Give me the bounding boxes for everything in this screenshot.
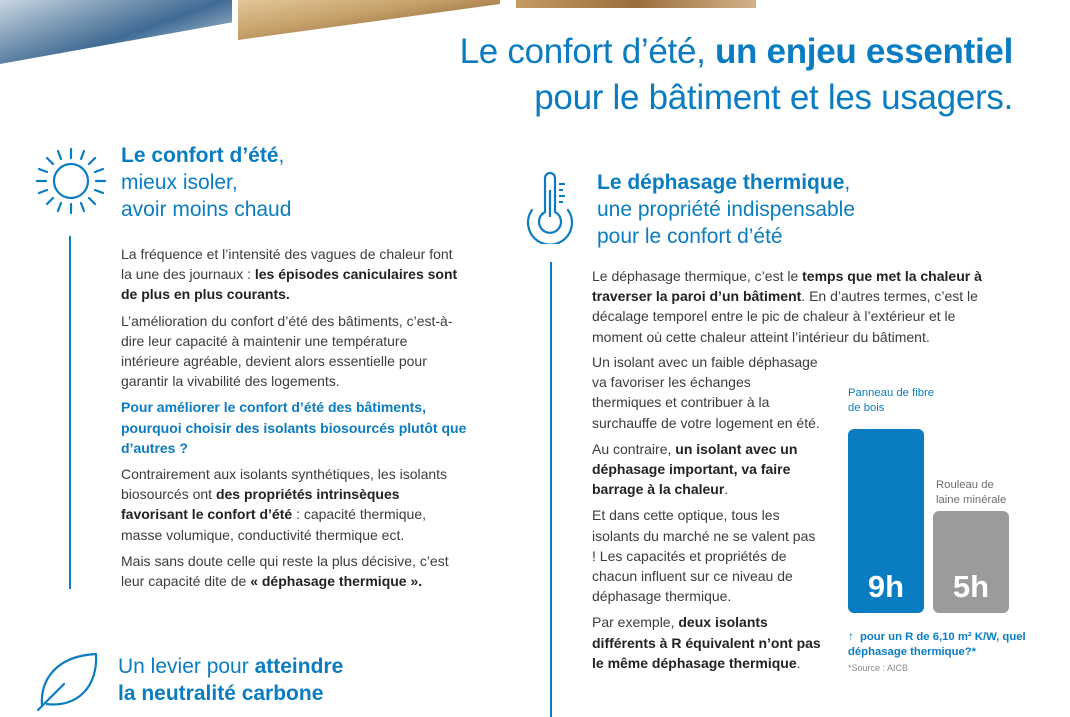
left-divider xyxy=(69,236,71,589)
right-p1-regular1: Le déphasage thermique, c’est le xyxy=(592,268,803,284)
right-p5-bold: deux isolants différents à R équivalent n’ont pas le même déphasage thermique xyxy=(592,614,821,671)
left-p1-bold: les épisodes caniculaires sont de plus en plus courants. xyxy=(121,266,458,303)
chart-value-label-1: 9h xyxy=(867,569,905,604)
chart-bar-laine-minerale xyxy=(933,511,1009,614)
right-p3-regular2: . xyxy=(724,481,729,498)
insulation-photo-strip xyxy=(516,0,756,8)
chart-bar-fibre-bois xyxy=(848,429,924,614)
right-p1-bold: temps que met la chaleur à traverser la paroi d’un bâtiment xyxy=(592,268,982,305)
left-body xyxy=(121,244,467,597)
chart-value-label-2: 5h xyxy=(952,569,990,604)
right-divider xyxy=(550,262,552,717)
right-p3-regular1: Au contraire, xyxy=(592,440,676,457)
chart-caption xyxy=(848,630,1048,660)
right-body xyxy=(592,352,822,679)
chart-source: *Source : AICB xyxy=(848,663,909,673)
bottom-heading xyxy=(118,653,343,707)
bottom-heading-bold1: atteindre xyxy=(254,655,344,678)
right-p5-regular: Par exemple, xyxy=(592,614,679,631)
right-heading-line2: une propriété indispensable xyxy=(597,198,856,221)
left-paragraph-3 xyxy=(121,464,467,545)
bottom-heading-regular: Un levier pour xyxy=(118,655,255,678)
left-heading-bold: Le confort d’été xyxy=(121,144,279,167)
left-p1-regular: La fréquence et l’intensité des vagues de chaleur font la une des journaux : xyxy=(121,246,453,283)
left-paragraph-4 xyxy=(121,551,467,591)
left-heading-line3: avoir moins chaud xyxy=(121,198,292,221)
right-paragraph-4: Et dans cette optique, tous les isolants du marché ne se valent pas ! Les capacités et propriétés de chacun influent sur ce niveau de déphasage thermique. xyxy=(592,507,816,605)
bottom-heading-bold2: la neutralité carbone xyxy=(118,682,324,705)
left-p3-regular1: Contrairement aux isolants synthétiques, les isolants biosourcés ont xyxy=(121,466,448,503)
chart-category-label-2: Rouleau de laine minérale xyxy=(936,479,1007,506)
left-heading-line2: mieux isoler, xyxy=(121,171,238,194)
arrow-up-icon: ↑ xyxy=(848,631,854,643)
left-paragraph-2: L’amélioration du confort d’été des bâtiments, c’est-à-dire leur capacité à maintenir une température intérieure agréable, devient alors essentielle pour garantir la vivabilité des logements. xyxy=(121,312,453,390)
left-heading xyxy=(121,142,291,223)
right-p3-bold: un isolant avec un déphasage important, va faire barrage à la chaleur xyxy=(592,440,798,498)
right-heading-line3: pour le confort d’été xyxy=(597,225,783,248)
left-paragraph-1 xyxy=(121,244,467,305)
right-heading-comma: , xyxy=(844,171,851,194)
right-heading-bold: Le déphasage thermique xyxy=(597,171,845,194)
right-intro xyxy=(592,266,998,353)
left-p3-regular2: : capacité thermique, masse volumique, conductivité thermique ect. xyxy=(121,506,427,543)
thermometer-icon xyxy=(522,170,578,244)
right-paragraph-2: Un isolant avec un faible déphasage va favoriser les échanges thermiques et contribuer à la surchauffe de votre logement en été. xyxy=(592,354,820,431)
right-paragraph-5 xyxy=(592,612,822,673)
right-heading xyxy=(597,169,855,250)
right-p1-regular2: . En d’autres termes, c’est le décalage temporel entre le pic de chaleur à l’extérieur et le moment où cette chaleur atteint l’intérieur du bâtiment. xyxy=(592,288,978,345)
right-paragraph-1 xyxy=(592,266,998,347)
chart-category-label-1: Panneau de fibre de bois xyxy=(848,387,935,414)
page-title-line1 xyxy=(460,32,1013,72)
insulation-photo-blue xyxy=(0,0,232,64)
sun-icon xyxy=(34,146,108,216)
left-p3-bold: des propriétés intrinsèques favorisant le confort d’été xyxy=(121,486,400,523)
left-p4-bold: « déphasage thermique ». xyxy=(250,573,423,590)
left-heading-comma: , xyxy=(278,144,285,167)
left-p4-regular: Mais sans doute celle qui reste la plus décisive, c’est leur capacité dite de xyxy=(121,552,449,590)
left-question: Pour améliorer le confort d’été des bâtiments, pourquoi choisir des isolants biosourcés plutôt que d’autres ? xyxy=(121,399,467,456)
title-regular: Le confort d’été, xyxy=(459,32,715,71)
leaf-icon xyxy=(34,650,102,712)
page-title-line2: pour le bâtiment et les usagers. xyxy=(534,78,1013,117)
chart-caption-text: pour un R de 6,10 m² K/W, quel déphasage thermique?* xyxy=(848,631,1026,658)
title-bold: un enjeu essentiel xyxy=(714,32,1013,71)
right-p5-end: . xyxy=(796,654,801,671)
right-paragraph-3 xyxy=(592,439,822,500)
